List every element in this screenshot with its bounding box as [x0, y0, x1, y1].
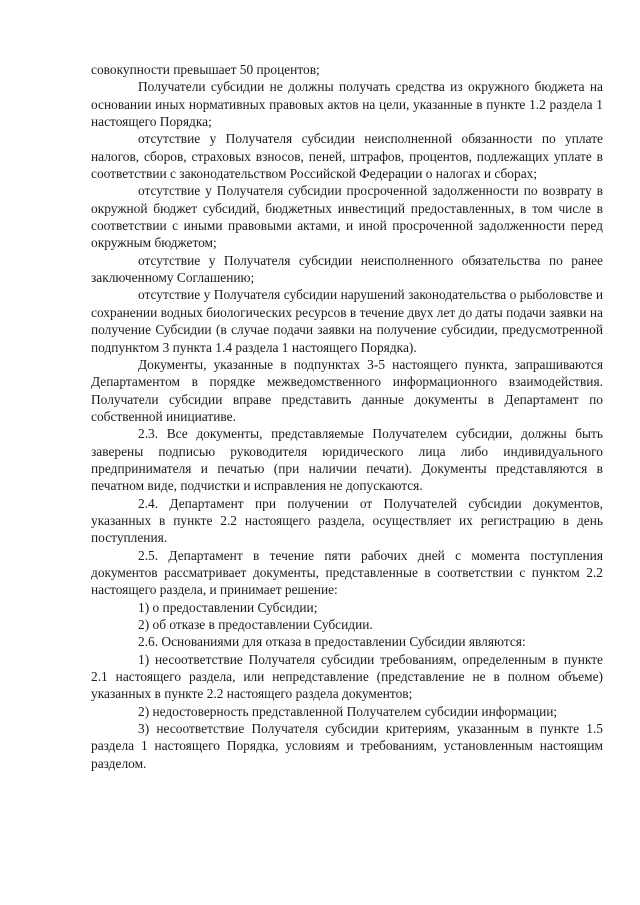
- paragraph-no-overdue-debt: отсутствие у Получателя субсидии просроченной задолженности по возврату в окружной бюджет субсидий, бюджетных инвестиций предоставленных, в том числе в соответствии с иными правовыми актами, и иной просроченной задолженности перед окружным бюджетом;: [91, 183, 603, 251]
- paragraph-documents-requested: Документы, указанные в подпунктах 3-5 настоящего пункта, запрашиваются Департаментом в порядке межведомственного информационного взаимодействия. Получатели субсидии вправе представить данные документы в Департамент по собственной инициативе.: [91, 356, 603, 424]
- list-item-criteria-mismatch: 3) несоответствие Получателя субсидии критериям, указанным в пункте 1.5 раздела 1 настоящего Порядка, условиям и требованиям, установленным настоящим разделом.: [91, 721, 603, 771]
- paragraph-criteria-end: совокупности превышает 50 процентов;: [91, 62, 320, 77]
- paragraph-2-6-refusal-grounds: 2.6. Основаниями для отказа в предоставлении Субсидии являются:: [138, 634, 526, 650]
- paragraph-2-3-certification: 2.3. Все документы, представляемые Получателем субсидии, должны быть заверены подписью руководителя юридического лица либо индивидуального предпринимателя и печатью (при наличии печати). Документы представляются в печатном виде, подчистки и исправления не допускаются.: [91, 426, 603, 494]
- paragraph-2-4-registration: 2.4. Департамент при получении от Получателей субсидии документов, указанных в пункте 2.2 настоящего раздела, осуществляет их регистрацию в день поступления.: [91, 495, 603, 546]
- paragraph-no-fishery-violations: отсутствие у Получателя субсидии нарушений законодательства о рыболовстве и сохранении водных биологических ресурсов в течение двух лет до даты подачи заявки на получение Субсидии (в случае подачи заявки на получение субсидии, предусмотренной подпунктом 3 пункта 1.4 раздела 1 настоящего Порядка).: [91, 287, 603, 355]
- document-body: [91, 61, 603, 772]
- paragraph-no-tax-debt: отсутствие у Получателя субсидии неисполненной обязанности по уплате налогов, сборов, страховых взносов, пеней, штрафов, процентов, подлежащих уплате в соответствии с законодательством Российской Федерации о налогах и сборах;: [91, 131, 603, 182]
- list-item-grant: 1) о предоставлении Субсидии;: [138, 599, 318, 615]
- paragraph-no-other-funds: Получатели субсидии не должны получать средства из окружного бюджета на основании иных нормативных правовых актов на цели, указанные в пункте 1.2 раздела 1 настоящего Порядка;: [91, 79, 603, 130]
- list-item-noncompliance: 1) несоответствие Получателя субсидии требованиям, определенным в пункте 2.1 настоящего раздела, или непредставление (представление не в полном объеме) указанных в пункте 2.2 настоящего раздела документов;: [91, 651, 603, 702]
- paragraph-2-5-review: 2.5. Департамент в течение пяти рабочих дней с момента поступления документов рассматривает документы, представленные в соответствии с пунктом 2.2 настоящего раздела, и принимает решение:: [91, 547, 603, 598]
- list-item-refuse: 2) об отказе в предоставлении Субсидии.: [138, 617, 373, 632]
- list-item-unreliable-info: 2) недостоверность представленной Получателем субсидии информации;: [138, 703, 558, 719]
- paragraph-no-unfulfilled-obligation: отсутствие у Получателя субсидии неисполненного обязательства по ранее заключенному Соглашению;: [91, 252, 603, 286]
